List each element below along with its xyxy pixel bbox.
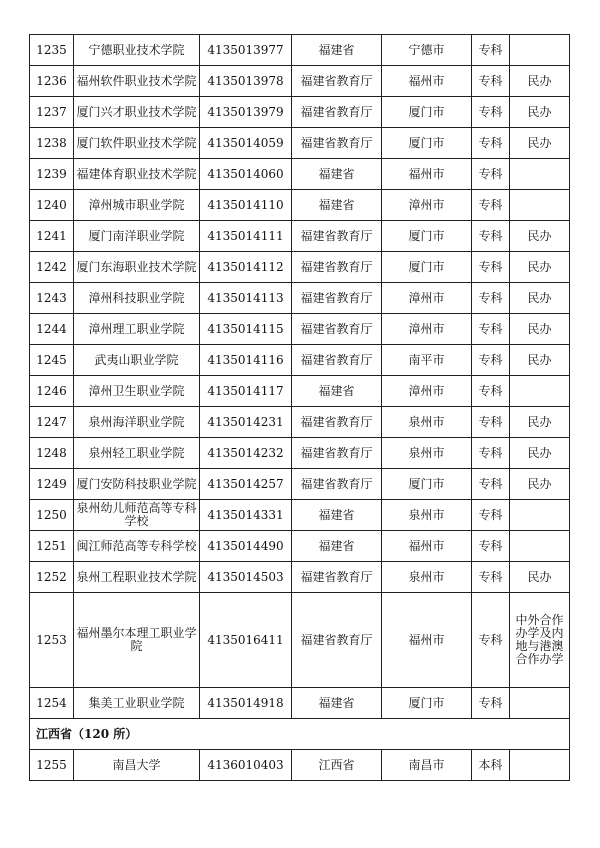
institution-name-cell: 厦门东海职业技术学院 bbox=[74, 252, 200, 283]
institution-name-cell: 福州墨尔本理工职业学院 bbox=[74, 593, 200, 688]
institution-code-cell: 4135014116 bbox=[200, 345, 292, 376]
institution-code-cell: 4136010403 bbox=[200, 750, 292, 781]
institution-name-cell: 武夷山职业学院 bbox=[74, 345, 200, 376]
institution-code-cell: 4135014115 bbox=[200, 314, 292, 345]
level-cell: 专科 bbox=[472, 562, 510, 593]
institution-code-cell: 4135013977 bbox=[200, 35, 292, 66]
table-row bbox=[30, 221, 570, 252]
institution-code-cell: 4135016411 bbox=[200, 593, 292, 688]
authority-cell: 福建省教育厅 bbox=[292, 283, 382, 314]
authority-cell: 福建省 bbox=[292, 688, 382, 719]
level-cell: 专科 bbox=[472, 35, 510, 66]
city-cell: 福州市 bbox=[382, 66, 472, 97]
level-cell: 专科 bbox=[472, 688, 510, 719]
institution-name-cell: 南昌大学 bbox=[74, 750, 200, 781]
authority-cell: 福建省教育厅 bbox=[292, 562, 382, 593]
city-cell: 厦门市 bbox=[382, 221, 472, 252]
institution-code-cell: 4135014257 bbox=[200, 469, 292, 500]
institution-code-cell: 4135014918 bbox=[200, 688, 292, 719]
remark-cell: 民办 bbox=[510, 66, 570, 97]
remark-cell: 民办 bbox=[510, 469, 570, 500]
institution-name-cell: 泉州幼儿师范高等专科学校 bbox=[74, 500, 200, 531]
level-cell: 专科 bbox=[472, 252, 510, 283]
institution-code-cell: 4135013978 bbox=[200, 66, 292, 97]
authority-cell: 福建省教育厅 bbox=[292, 221, 382, 252]
level-cell: 专科 bbox=[472, 159, 510, 190]
row-number-cell: 1237 bbox=[30, 97, 74, 128]
city-cell: 厦门市 bbox=[382, 688, 472, 719]
row-number-cell: 1241 bbox=[30, 221, 74, 252]
row-number-cell: 1239 bbox=[30, 159, 74, 190]
table-row bbox=[30, 252, 570, 283]
city-cell: 泉州市 bbox=[382, 562, 472, 593]
city-cell: 漳州市 bbox=[382, 376, 472, 407]
institution-code-cell: 4135014111 bbox=[200, 221, 292, 252]
institution-code-cell: 4135014117 bbox=[200, 376, 292, 407]
level-cell: 专科 bbox=[472, 345, 510, 376]
row-number-cell: 1250 bbox=[30, 500, 74, 531]
level-cell: 专科 bbox=[472, 531, 510, 562]
authority-cell: 福建省 bbox=[292, 500, 382, 531]
institution-code-cell: 4135014503 bbox=[200, 562, 292, 593]
remark-cell: 民办 bbox=[510, 438, 570, 469]
row-number-cell: 1240 bbox=[30, 190, 74, 221]
authority-cell: 福建省教育厅 bbox=[292, 593, 382, 688]
institution-name-cell: 厦门软件职业技术学院 bbox=[74, 128, 200, 159]
level-cell: 专科 bbox=[472, 376, 510, 407]
table-row bbox=[30, 688, 570, 719]
institution-code-cell: 4135014060 bbox=[200, 159, 292, 190]
institution-code-cell: 4135013979 bbox=[200, 97, 292, 128]
remark-cell: 民办 bbox=[510, 128, 570, 159]
institution-name-cell: 漳州科技职业学院 bbox=[74, 283, 200, 314]
table-row bbox=[30, 159, 570, 190]
row-number-cell: 1247 bbox=[30, 407, 74, 438]
table-row bbox=[30, 128, 570, 159]
level-cell: 专科 bbox=[472, 314, 510, 345]
row-number-cell: 1244 bbox=[30, 314, 74, 345]
table-row bbox=[30, 407, 570, 438]
institution-code-cell: 4135014231 bbox=[200, 407, 292, 438]
level-cell: 专科 bbox=[472, 469, 510, 500]
institution-name-cell: 厦门南洋职业学院 bbox=[74, 221, 200, 252]
remark-cell bbox=[510, 750, 570, 781]
authority-cell: 福建省 bbox=[292, 376, 382, 407]
row-number-cell: 1236 bbox=[30, 66, 74, 97]
level-cell: 专科 bbox=[472, 593, 510, 688]
remark-cell: 中外合作办学及内地与港澳合作办学 bbox=[510, 593, 570, 688]
table-row bbox=[30, 376, 570, 407]
city-cell: 宁德市 bbox=[382, 35, 472, 66]
city-cell: 福州市 bbox=[382, 159, 472, 190]
authority-cell: 福建省教育厅 bbox=[292, 128, 382, 159]
institution-code-cell: 4135014112 bbox=[200, 252, 292, 283]
row-number-cell: 1253 bbox=[30, 593, 74, 688]
city-cell: 泉州市 bbox=[382, 500, 472, 531]
level-cell: 专科 bbox=[472, 438, 510, 469]
table-row bbox=[30, 593, 570, 688]
remark-cell: 民办 bbox=[510, 283, 570, 314]
institution-code-cell: 4135014110 bbox=[200, 190, 292, 221]
authority-cell: 福建省 bbox=[292, 531, 382, 562]
table-row bbox=[30, 283, 570, 314]
level-cell: 本科 bbox=[472, 750, 510, 781]
authority-cell: 福建省教育厅 bbox=[292, 66, 382, 97]
row-number-cell: 1238 bbox=[30, 128, 74, 159]
institution-code-cell: 4135014232 bbox=[200, 438, 292, 469]
row-number-cell: 1245 bbox=[30, 345, 74, 376]
institution-code-cell: 4135014113 bbox=[200, 283, 292, 314]
table-row bbox=[30, 66, 570, 97]
remark-cell: 民办 bbox=[510, 252, 570, 283]
institution-name-cell: 福建体育职业技术学院 bbox=[74, 159, 200, 190]
city-cell: 厦门市 bbox=[382, 128, 472, 159]
city-cell: 南昌市 bbox=[382, 750, 472, 781]
row-number-cell: 1251 bbox=[30, 531, 74, 562]
institution-name-cell: 漳州卫生职业学院 bbox=[74, 376, 200, 407]
authority-cell: 福建省教育厅 bbox=[292, 345, 382, 376]
table-row bbox=[30, 190, 570, 221]
city-cell: 漳州市 bbox=[382, 283, 472, 314]
table-row bbox=[30, 500, 570, 531]
remark-cell bbox=[510, 190, 570, 221]
remark-cell: 民办 bbox=[510, 562, 570, 593]
remark-cell: 民办 bbox=[510, 407, 570, 438]
province-heading: 江西省（120 所） bbox=[30, 719, 570, 750]
city-cell: 厦门市 bbox=[382, 97, 472, 128]
table-row bbox=[30, 562, 570, 593]
level-cell: 专科 bbox=[472, 283, 510, 314]
remark-cell bbox=[510, 688, 570, 719]
institution-name-cell: 厦门兴才职业技术学院 bbox=[74, 97, 200, 128]
institution-name-cell: 宁德职业技术学院 bbox=[74, 35, 200, 66]
row-number-cell: 1255 bbox=[30, 750, 74, 781]
city-cell: 福州市 bbox=[382, 593, 472, 688]
row-number-cell: 1254 bbox=[30, 688, 74, 719]
remark-cell: 民办 bbox=[510, 97, 570, 128]
city-cell: 厦门市 bbox=[382, 469, 472, 500]
institution-name-cell: 闽江师范高等专科学校 bbox=[74, 531, 200, 562]
authority-cell: 福建省教育厅 bbox=[292, 438, 382, 469]
city-cell: 漳州市 bbox=[382, 314, 472, 345]
remark-cell: 民办 bbox=[510, 345, 570, 376]
row-number-cell: 1243 bbox=[30, 283, 74, 314]
authority-cell: 福建省 bbox=[292, 190, 382, 221]
row-number-cell: 1235 bbox=[30, 35, 74, 66]
row-number-cell: 1246 bbox=[30, 376, 74, 407]
institution-name-cell: 漳州理工职业学院 bbox=[74, 314, 200, 345]
city-cell: 南平市 bbox=[382, 345, 472, 376]
institution-name-cell: 泉州工程职业技术学院 bbox=[74, 562, 200, 593]
authority-cell: 福建省教育厅 bbox=[292, 252, 382, 283]
authority-cell: 福建省教育厅 bbox=[292, 407, 382, 438]
institution-name-cell: 厦门安防科技职业学院 bbox=[74, 469, 200, 500]
table-row bbox=[30, 35, 570, 66]
row-number-cell: 1248 bbox=[30, 438, 74, 469]
authority-cell: 福建省教育厅 bbox=[292, 314, 382, 345]
table-row bbox=[30, 345, 570, 376]
city-cell: 厦门市 bbox=[382, 252, 472, 283]
level-cell: 专科 bbox=[472, 500, 510, 531]
province-section-row bbox=[30, 719, 570, 750]
remark-cell bbox=[510, 531, 570, 562]
institution-code-cell: 4135014059 bbox=[200, 128, 292, 159]
level-cell: 专科 bbox=[472, 128, 510, 159]
city-cell: 漳州市 bbox=[382, 190, 472, 221]
city-cell: 泉州市 bbox=[382, 407, 472, 438]
authority-cell: 福建省 bbox=[292, 159, 382, 190]
institution-name-cell: 泉州海洋职业学院 bbox=[74, 407, 200, 438]
level-cell: 专科 bbox=[472, 190, 510, 221]
table-row bbox=[30, 750, 570, 781]
level-cell: 专科 bbox=[472, 66, 510, 97]
table-row bbox=[30, 531, 570, 562]
table-row bbox=[30, 469, 570, 500]
table-row bbox=[30, 314, 570, 345]
remark-cell bbox=[510, 500, 570, 531]
institution-name-cell: 福州软件职业技术学院 bbox=[74, 66, 200, 97]
row-number-cell: 1252 bbox=[30, 562, 74, 593]
authority-cell: 福建省 bbox=[292, 35, 382, 66]
authority-cell: 福建省教育厅 bbox=[292, 97, 382, 128]
city-cell: 福州市 bbox=[382, 531, 472, 562]
institution-table bbox=[29, 34, 570, 781]
row-number-cell: 1249 bbox=[30, 469, 74, 500]
institution-code-cell: 4135014331 bbox=[200, 500, 292, 531]
remark-cell: 民办 bbox=[510, 221, 570, 252]
remark-cell bbox=[510, 376, 570, 407]
level-cell: 专科 bbox=[472, 97, 510, 128]
institution-code-cell: 4135014490 bbox=[200, 531, 292, 562]
remark-cell bbox=[510, 35, 570, 66]
city-cell: 泉州市 bbox=[382, 438, 472, 469]
institution-name-cell: 漳州城市职业学院 bbox=[74, 190, 200, 221]
row-number-cell: 1242 bbox=[30, 252, 74, 283]
remark-cell: 民办 bbox=[510, 314, 570, 345]
institution-name-cell: 集美工业职业学院 bbox=[74, 688, 200, 719]
table-row bbox=[30, 438, 570, 469]
authority-cell: 江西省 bbox=[292, 750, 382, 781]
table-row bbox=[30, 97, 570, 128]
remark-cell bbox=[510, 159, 570, 190]
institution-name-cell: 泉州轻工职业学院 bbox=[74, 438, 200, 469]
level-cell: 专科 bbox=[472, 221, 510, 252]
authority-cell: 福建省教育厅 bbox=[292, 469, 382, 500]
level-cell: 专科 bbox=[472, 407, 510, 438]
